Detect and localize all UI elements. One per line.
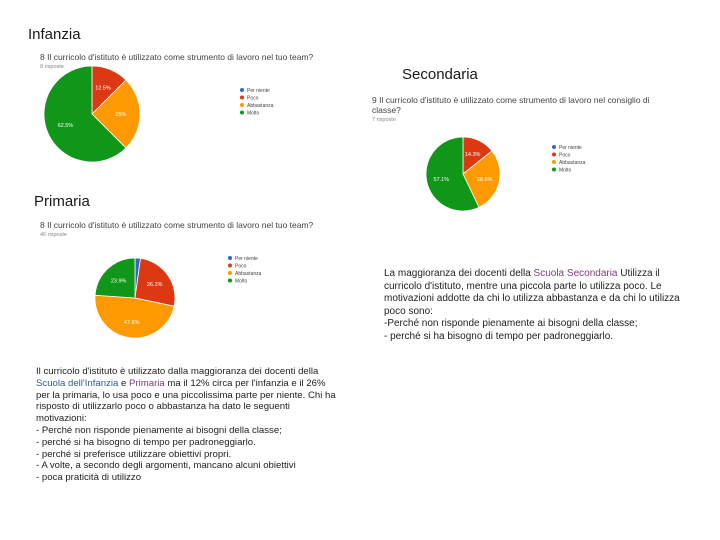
legend-label: Abbastanza xyxy=(235,270,262,277)
chart-panel-primaria xyxy=(40,220,340,350)
highlight-primaria: Primaria xyxy=(129,377,165,389)
pie-data-label: 14.3% xyxy=(464,152,481,159)
legend-label: Poco xyxy=(235,263,247,270)
secondaria-summary-text xyxy=(384,268,694,344)
bullet-item: - perché si preferisce utilizzare obiettivi propri. xyxy=(36,448,232,460)
legend-label: Per niente xyxy=(559,144,582,151)
legend-swatch xyxy=(552,168,556,172)
legend-swatch xyxy=(240,103,244,107)
bullet-item: - Perché non risponde pienamente ai bisogni della classe; xyxy=(36,424,282,436)
legend-swatch xyxy=(240,88,244,92)
section-label-infanzia: Infanzia xyxy=(28,26,81,43)
chart-subtitle: 8 risposte xyxy=(40,64,64,70)
section-label-secondaria: Secondaria xyxy=(402,66,478,83)
pie-data-label: 12.5% xyxy=(95,85,111,92)
text-segment: La maggioranza dei docenti della xyxy=(384,268,534,279)
pie-chart-infanzia xyxy=(40,52,340,187)
legend-swatch xyxy=(552,145,556,149)
pie-data-label: 25% xyxy=(115,112,127,118)
bullet-item: - perché si ha bisogno di tempo per padroneggiarlo. xyxy=(384,330,614,342)
pie-data-label: 57.1% xyxy=(433,176,450,183)
pie-data-label: 62.5% xyxy=(57,123,74,130)
section-label-primaria: Primaria xyxy=(34,193,90,210)
chart-title: 8 Il curricolo d'istituto è utilizzato come strumento di lavoro nel tuo team? xyxy=(40,220,314,230)
chart-title: 9 Il curricolo d'istituto è utilizzato come strumento di lavoro nel consiglio di classe? xyxy=(372,95,650,115)
pie-chart-primaria xyxy=(40,220,340,350)
infanzia-primaria-summary-text xyxy=(36,366,336,484)
pie-data-label: 28.6% xyxy=(476,176,493,183)
pie-data-label: 26.1% xyxy=(146,282,163,289)
legend-label: Abbastanza xyxy=(559,159,586,166)
legend-swatch xyxy=(228,256,232,260)
legend-swatch xyxy=(240,96,244,100)
chart-panel-secondaria xyxy=(372,95,662,225)
bullet-item: - perché si ha bisogno di tempo per padroneggiarlo. xyxy=(36,436,256,448)
pie-data-label: 23.9% xyxy=(110,278,127,285)
legend-swatch xyxy=(552,153,556,157)
legend-label: Poco xyxy=(559,152,571,159)
legend-swatch xyxy=(228,271,232,275)
legend-label: Molto xyxy=(247,110,260,117)
pie-chart-secondaria xyxy=(372,95,662,225)
bullet-item: - A volte, a secondo degli argomenti, mancano alcuni obiettivi xyxy=(36,460,296,472)
legend-swatch xyxy=(240,111,244,115)
text-segment: ma il 12% circa per l'infanzia e il 26% per la primaria, lo usa poco e una piccolissima parte per niente. Chi ha risposto di utilizzarlo poco o abbastanza ha dato le seguenti motivazioni: xyxy=(36,377,336,425)
bullet-item: -Perché non risponde pienamente ai bisogni della classe; xyxy=(384,318,638,330)
chart-title: 8 Il curricolo d'istituto è utilizzato come strumento di lavoro nel tuo team? xyxy=(40,52,314,62)
legend-swatch xyxy=(228,279,232,283)
legend-swatch xyxy=(228,264,232,268)
highlight-scuola-infanzia: Scuola dell'Infanzia xyxy=(36,377,119,389)
legend-label: Molto xyxy=(559,167,572,174)
pie-data-label: 47.8% xyxy=(123,319,140,326)
bullet-item: - poca praticità di utilizzo xyxy=(36,472,142,484)
chart-subtitle: 7 risposte xyxy=(372,117,396,123)
text-segment: Il curricolo d'istituto è utilizzato dalla maggioranza dei docenti della xyxy=(36,366,319,377)
chart-panel-infanzia xyxy=(40,52,340,187)
chart-subtitle: 46 risposte xyxy=(40,232,67,238)
legend-label: Per niente xyxy=(235,255,258,262)
legend-label: Molto xyxy=(235,278,248,285)
legend-label: Abbastanza xyxy=(247,102,274,109)
legend-label: Per niente xyxy=(247,87,270,94)
highlight-scuola-secondaria: Scuola Secondaria xyxy=(533,268,618,279)
text-segment: e xyxy=(118,377,130,389)
legend-swatch xyxy=(552,160,556,164)
legend-label: Poco xyxy=(247,95,259,102)
text-segment: Utilizza il curricolo d'istituto, mentre una piccola parte lo utilizza poco. Le motivazioni addotte da chi lo utilizza abbastanza e da chi lo utilizza poco sono: xyxy=(384,268,680,317)
